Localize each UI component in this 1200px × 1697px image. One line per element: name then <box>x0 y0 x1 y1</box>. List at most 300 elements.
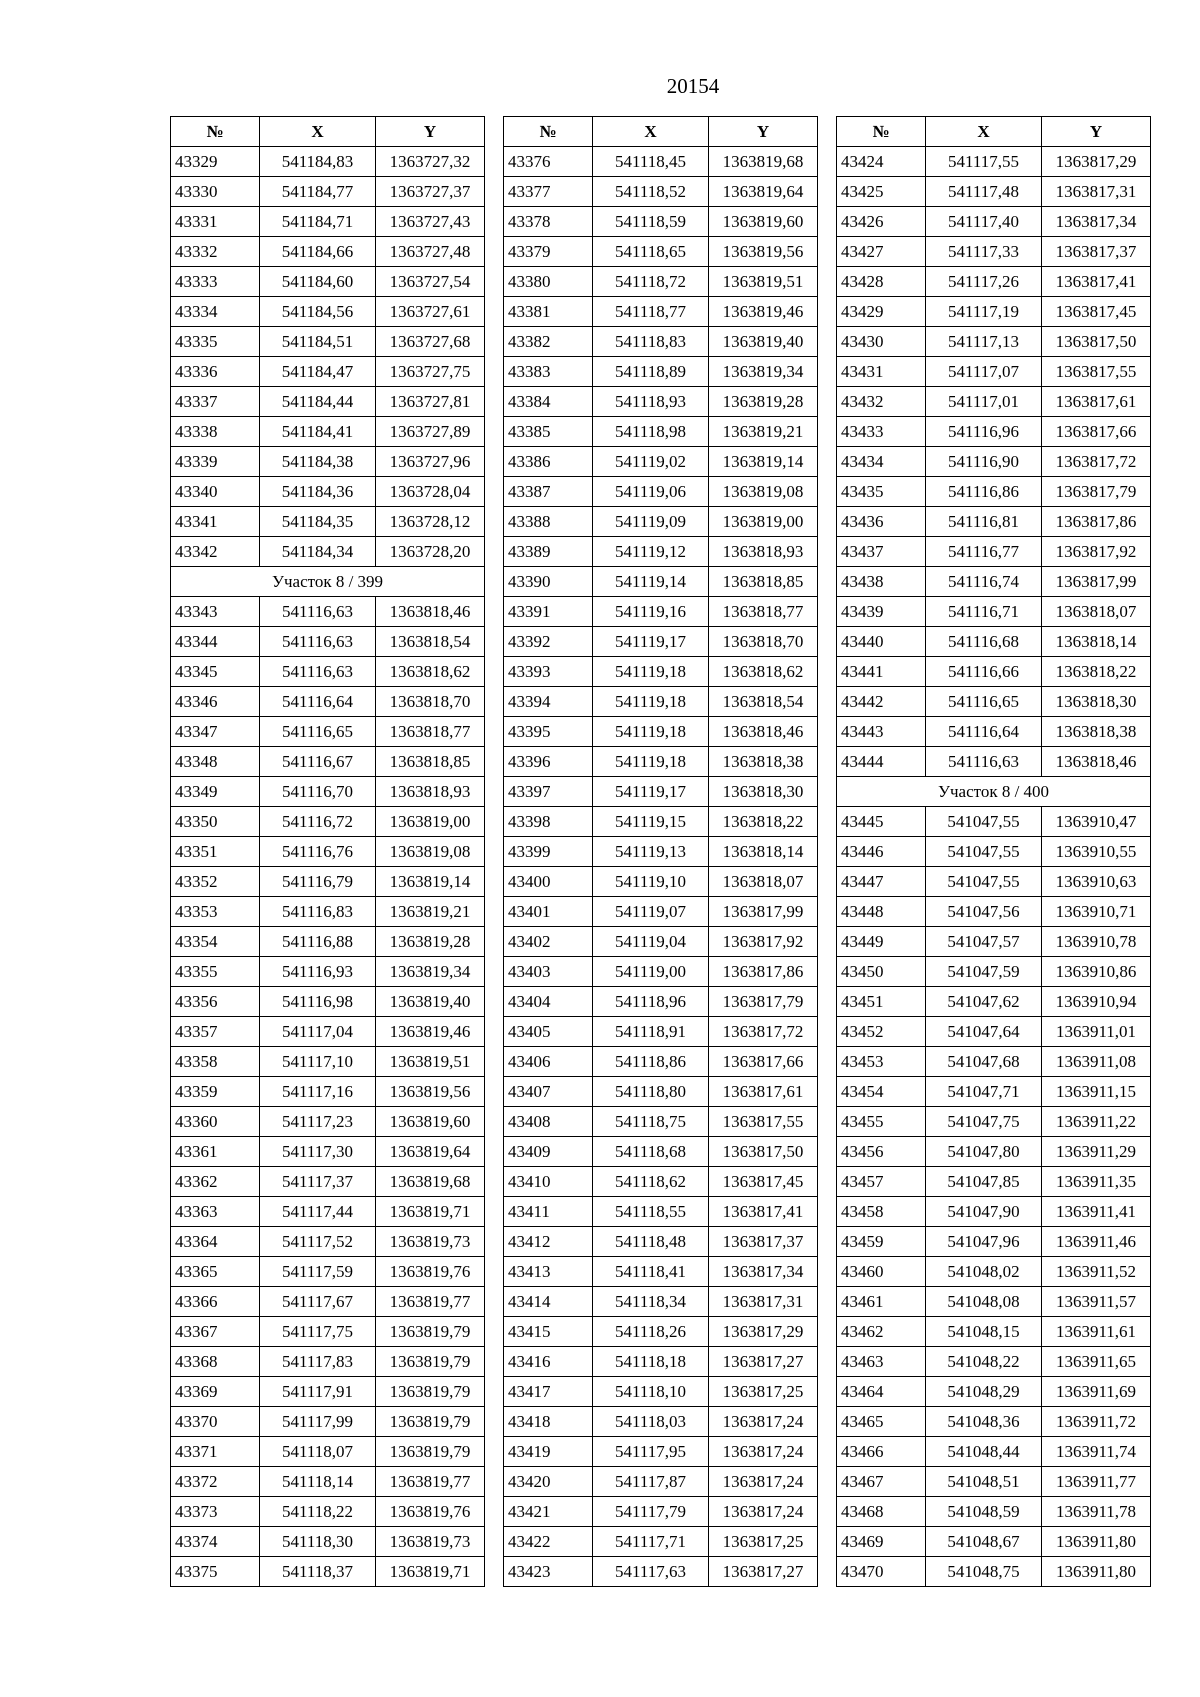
coordinates-table-2 <box>503 116 818 1587</box>
x-coordinate-cell: 541184,35 <box>260 507 376 537</box>
point-number-cell: 43397 <box>504 777 593 807</box>
y-coordinate-cell: 1363817,24 <box>709 1407 818 1437</box>
y-coordinate-cell: 1363817,79 <box>1042 477 1151 507</box>
x-coordinate-cell: 541118,10 <box>593 1377 709 1407</box>
x-coordinate-cell: 541118,91 <box>593 1017 709 1047</box>
y-coordinate-cell: 1363818,46 <box>709 717 818 747</box>
x-coordinate-cell: 541118,14 <box>260 1467 376 1497</box>
table-row <box>504 1407 818 1437</box>
table-row <box>171 177 485 207</box>
table-row <box>837 1377 1151 1407</box>
table-row <box>504 477 818 507</box>
table-row <box>837 387 1151 417</box>
table-row <box>504 1017 818 1047</box>
y-coordinate-cell: 1363817,34 <box>709 1257 818 1287</box>
table-row <box>837 1227 1151 1257</box>
y-coordinate-cell: 1363819,46 <box>709 297 818 327</box>
x-coordinate-cell: 541184,60 <box>260 267 376 297</box>
y-coordinate-cell: 1363818,14 <box>1042 627 1151 657</box>
table-row <box>171 1557 485 1587</box>
x-coordinate-cell: 541116,86 <box>926 477 1042 507</box>
point-number-cell: 43400 <box>504 867 593 897</box>
x-coordinate-cell: 541119,16 <box>593 597 709 627</box>
table-row <box>837 267 1151 297</box>
table-row <box>504 1107 818 1137</box>
table-row <box>504 627 818 657</box>
table-row <box>504 147 818 177</box>
y-coordinate-cell: 1363910,94 <box>1042 987 1151 1017</box>
table-row <box>837 1437 1151 1467</box>
point-number-cell: 43338 <box>171 417 260 447</box>
point-number-cell: 43458 <box>837 1197 926 1227</box>
table-row <box>837 1017 1151 1047</box>
y-coordinate-cell: 1363727,54 <box>376 267 485 297</box>
y-coordinate-cell: 1363911,80 <box>1042 1557 1151 1587</box>
x-coordinate-cell: 541119,09 <box>593 507 709 537</box>
x-coordinate-cell: 541047,85 <box>926 1167 1042 1197</box>
point-number-cell: 43335 <box>171 327 260 357</box>
y-coordinate-cell: 1363818,93 <box>709 537 818 567</box>
y-coordinate-cell: 1363911,15 <box>1042 1077 1151 1107</box>
x-coordinate-cell: 541116,83 <box>260 897 376 927</box>
y-coordinate-cell: 1363818,62 <box>709 657 818 687</box>
x-coordinate-cell: 541118,93 <box>593 387 709 417</box>
x-coordinate-cell: 541048,67 <box>926 1527 1042 1557</box>
y-coordinate-cell: 1363819,68 <box>376 1167 485 1197</box>
y-coordinate-cell: 1363910,71 <box>1042 897 1151 927</box>
table-row <box>837 837 1151 867</box>
y-coordinate-cell: 1363819,64 <box>376 1137 485 1167</box>
point-number-cell: 43392 <box>504 627 593 657</box>
x-coordinate-cell: 541117,10 <box>260 1047 376 1077</box>
y-coordinate-cell: 1363817,86 <box>709 957 818 987</box>
y-coordinate-cell: 1363817,24 <box>709 1497 818 1527</box>
table-header-row <box>837 117 1151 147</box>
point-number-cell: 43403 <box>504 957 593 987</box>
point-number-cell: 43448 <box>837 897 926 927</box>
x-coordinate-cell: 541048,51 <box>926 1467 1042 1497</box>
header-y: Y <box>1042 117 1151 147</box>
y-coordinate-cell: 1363819,14 <box>709 447 818 477</box>
y-coordinate-cell: 1363727,48 <box>376 237 485 267</box>
x-coordinate-cell: 541117,16 <box>260 1077 376 1107</box>
header-number: № <box>504 117 593 147</box>
y-coordinate-cell: 1363910,63 <box>1042 867 1151 897</box>
y-coordinate-cell: 1363817,41 <box>709 1197 818 1227</box>
table-row <box>837 927 1151 957</box>
point-number-cell: 43337 <box>171 387 260 417</box>
point-number-cell: 43355 <box>171 957 260 987</box>
coordinates-table-1 <box>170 116 485 1587</box>
point-number-cell: 43409 <box>504 1137 593 1167</box>
y-coordinate-cell: 1363819,79 <box>376 1317 485 1347</box>
x-coordinate-cell: 541184,66 <box>260 237 376 267</box>
y-coordinate-cell: 1363727,32 <box>376 147 485 177</box>
table-row <box>837 657 1151 687</box>
y-coordinate-cell: 1363818,54 <box>376 627 485 657</box>
point-number-cell: 43452 <box>837 1017 926 1047</box>
y-coordinate-cell: 1363819,28 <box>376 927 485 957</box>
x-coordinate-cell: 541119,00 <box>593 957 709 987</box>
y-coordinate-cell: 1363911,41 <box>1042 1197 1151 1227</box>
y-coordinate-cell: 1363911,22 <box>1042 1107 1151 1137</box>
x-coordinate-cell: 541047,57 <box>926 927 1042 957</box>
x-coordinate-cell: 541117,52 <box>260 1227 376 1257</box>
point-number-cell: 43390 <box>504 567 593 597</box>
y-coordinate-cell: 1363817,45 <box>1042 297 1151 327</box>
point-number-cell: 43449 <box>837 927 926 957</box>
y-coordinate-cell: 1363728,20 <box>376 537 485 567</box>
x-coordinate-cell: 541118,72 <box>593 267 709 297</box>
table-row <box>504 267 818 297</box>
y-coordinate-cell: 1363817,45 <box>709 1167 818 1197</box>
x-coordinate-cell: 541184,77 <box>260 177 376 207</box>
y-coordinate-cell: 1363817,72 <box>1042 447 1151 477</box>
x-coordinate-cell: 541047,56 <box>926 897 1042 927</box>
x-coordinate-cell: 541118,52 <box>593 177 709 207</box>
x-coordinate-cell: 541117,07 <box>926 357 1042 387</box>
y-coordinate-cell: 1363728,12 <box>376 507 485 537</box>
table-row <box>171 1227 485 1257</box>
point-number-cell: 43386 <box>504 447 593 477</box>
point-number-cell: 43412 <box>504 1227 593 1257</box>
point-number-cell: 43443 <box>837 717 926 747</box>
point-number-cell: 43382 <box>504 327 593 357</box>
table-row <box>171 627 485 657</box>
point-number-cell: 43413 <box>504 1257 593 1287</box>
table-row <box>171 597 485 627</box>
point-number-cell: 43339 <box>171 447 260 477</box>
table-row <box>504 927 818 957</box>
y-coordinate-cell: 1363727,61 <box>376 297 485 327</box>
x-coordinate-cell: 541118,80 <box>593 1077 709 1107</box>
y-coordinate-cell: 1363911,29 <box>1042 1137 1151 1167</box>
table-row <box>837 147 1151 177</box>
table-row <box>837 1107 1151 1137</box>
y-coordinate-cell: 1363817,99 <box>1042 567 1151 597</box>
table-row <box>504 897 818 927</box>
y-coordinate-cell: 1363819,79 <box>376 1407 485 1437</box>
point-number-cell: 43371 <box>171 1437 260 1467</box>
x-coordinate-cell: 541118,83 <box>593 327 709 357</box>
table-row <box>837 417 1151 447</box>
table-row <box>171 747 485 777</box>
y-coordinate-cell: 1363819,08 <box>709 477 818 507</box>
x-coordinate-cell: 541118,45 <box>593 147 709 177</box>
point-number-cell: 43367 <box>171 1317 260 1347</box>
table-row <box>171 1167 485 1197</box>
point-number-cell: 43423 <box>504 1557 593 1587</box>
table-row <box>504 1137 818 1167</box>
x-coordinate-cell: 541047,90 <box>926 1197 1042 1227</box>
x-coordinate-cell: 541116,93 <box>260 957 376 987</box>
y-coordinate-cell: 1363817,41 <box>1042 267 1151 297</box>
point-number-cell: 43407 <box>504 1077 593 1107</box>
x-coordinate-cell: 541116,63 <box>260 627 376 657</box>
x-coordinate-cell: 541119,04 <box>593 927 709 957</box>
point-number-cell: 43410 <box>504 1167 593 1197</box>
table-row <box>171 1047 485 1077</box>
table-row <box>504 327 818 357</box>
table-row <box>171 657 485 687</box>
table-row <box>171 687 485 717</box>
x-coordinate-cell: 541117,01 <box>926 387 1042 417</box>
table-row <box>171 957 485 987</box>
x-coordinate-cell: 541117,13 <box>926 327 1042 357</box>
x-coordinate-cell: 541184,36 <box>260 477 376 507</box>
point-number-cell: 43434 <box>837 447 926 477</box>
y-coordinate-cell: 1363817,99 <box>709 897 818 927</box>
point-number-cell: 43381 <box>504 297 593 327</box>
table-row <box>504 1497 818 1527</box>
y-coordinate-cell: 1363819,00 <box>376 807 485 837</box>
y-coordinate-cell: 1363817,24 <box>709 1467 818 1497</box>
point-number-cell: 43456 <box>837 1137 926 1167</box>
table-row <box>171 267 485 297</box>
x-coordinate-cell: 541117,87 <box>593 1467 709 1497</box>
point-number-cell: 43428 <box>837 267 926 297</box>
table-row <box>837 1347 1151 1377</box>
table-row <box>504 867 818 897</box>
x-coordinate-cell: 541116,63 <box>260 597 376 627</box>
x-coordinate-cell: 541118,62 <box>593 1167 709 1197</box>
point-number-cell: 43463 <box>837 1347 926 1377</box>
y-coordinate-cell: 1363818,77 <box>709 597 818 627</box>
table-row <box>837 207 1151 237</box>
x-coordinate-cell: 541119,06 <box>593 477 709 507</box>
y-coordinate-cell: 1363727,43 <box>376 207 485 237</box>
point-number-cell: 43457 <box>837 1167 926 1197</box>
x-coordinate-cell: 541117,95 <box>593 1437 709 1467</box>
point-number-cell: 43464 <box>837 1377 926 1407</box>
point-number-cell: 43369 <box>171 1377 260 1407</box>
table-row <box>837 1467 1151 1497</box>
x-coordinate-cell: 541118,77 <box>593 297 709 327</box>
y-coordinate-cell: 1363727,89 <box>376 417 485 447</box>
point-number-cell: 43361 <box>171 1137 260 1167</box>
x-coordinate-cell: 541118,41 <box>593 1257 709 1287</box>
table-row <box>504 1377 818 1407</box>
point-number-cell: 43437 <box>837 537 926 567</box>
point-number-cell: 43424 <box>837 147 926 177</box>
header-number: № <box>171 117 260 147</box>
x-coordinate-cell: 541116,90 <box>926 447 1042 477</box>
table-row <box>171 447 485 477</box>
x-coordinate-cell: 541117,75 <box>260 1317 376 1347</box>
y-coordinate-cell: 1363818,54 <box>709 687 818 717</box>
table-row <box>171 927 485 957</box>
x-coordinate-cell: 541118,34 <box>593 1287 709 1317</box>
table-row <box>504 687 818 717</box>
table-row <box>837 807 1151 837</box>
table-row <box>504 447 818 477</box>
x-coordinate-cell: 541116,76 <box>260 837 376 867</box>
y-coordinate-cell: 1363819,77 <box>376 1287 485 1317</box>
y-coordinate-cell: 1363818,46 <box>376 597 485 627</box>
point-number-cell: 43414 <box>504 1287 593 1317</box>
table-row <box>837 1497 1151 1527</box>
point-number-cell: 43460 <box>837 1257 926 1287</box>
table-row <box>837 1557 1151 1587</box>
table-row <box>837 537 1151 567</box>
table-row <box>171 207 485 237</box>
y-coordinate-cell: 1363817,79 <box>709 987 818 1017</box>
point-number-cell: 43352 <box>171 867 260 897</box>
x-coordinate-cell: 541184,34 <box>260 537 376 567</box>
x-coordinate-cell: 541184,51 <box>260 327 376 357</box>
point-number-cell: 43389 <box>504 537 593 567</box>
point-number-cell: 43405 <box>504 1017 593 1047</box>
point-number-cell: 43375 <box>171 1557 260 1587</box>
x-coordinate-cell: 541116,96 <box>926 417 1042 447</box>
y-coordinate-cell: 1363817,31 <box>709 1287 818 1317</box>
table-row <box>837 567 1151 597</box>
point-number-cell: 43349 <box>171 777 260 807</box>
table-row <box>171 297 485 327</box>
table-row <box>504 777 818 807</box>
y-coordinate-cell: 1363818,85 <box>709 567 818 597</box>
x-coordinate-cell: 541048,44 <box>926 1437 1042 1467</box>
table-row <box>504 1317 818 1347</box>
point-number-cell: 43450 <box>837 957 926 987</box>
y-coordinate-cell: 1363817,50 <box>1042 327 1151 357</box>
section-title: Участок 8 / 399 <box>171 567 485 597</box>
table-row <box>837 177 1151 207</box>
table-row <box>171 1017 485 1047</box>
table-row <box>504 807 818 837</box>
x-coordinate-cell: 541117,26 <box>926 267 1042 297</box>
point-number-cell: 43420 <box>504 1467 593 1497</box>
point-number-cell: 43378 <box>504 207 593 237</box>
point-number-cell: 43340 <box>171 477 260 507</box>
point-number-cell: 43366 <box>171 1287 260 1317</box>
header-y: Y <box>376 117 485 147</box>
table-header-row <box>504 117 818 147</box>
point-number-cell: 43453 <box>837 1047 926 1077</box>
y-coordinate-cell: 1363910,78 <box>1042 927 1151 957</box>
y-coordinate-cell: 1363911,77 <box>1042 1467 1151 1497</box>
point-number-cell: 43418 <box>504 1407 593 1437</box>
y-coordinate-cell: 1363819,28 <box>709 387 818 417</box>
table-row <box>837 597 1151 627</box>
table-row <box>837 1527 1151 1557</box>
y-coordinate-cell: 1363911,72 <box>1042 1407 1151 1437</box>
point-number-cell: 43467 <box>837 1467 926 1497</box>
point-number-cell: 43462 <box>837 1317 926 1347</box>
table-row <box>171 1137 485 1167</box>
x-coordinate-cell: 541119,14 <box>593 567 709 597</box>
y-coordinate-cell: 1363911,01 <box>1042 1017 1151 1047</box>
x-coordinate-cell: 541116,72 <box>260 807 376 837</box>
table-row <box>171 897 485 927</box>
x-coordinate-cell: 541116,65 <box>260 717 376 747</box>
y-coordinate-cell: 1363818,85 <box>376 747 485 777</box>
x-coordinate-cell: 541116,67 <box>260 747 376 777</box>
table-row <box>504 567 818 597</box>
y-coordinate-cell: 1363818,30 <box>709 777 818 807</box>
x-coordinate-cell: 541048,29 <box>926 1377 1042 1407</box>
point-number-cell: 43360 <box>171 1107 260 1137</box>
table-row <box>504 1197 818 1227</box>
y-coordinate-cell: 1363819,40 <box>376 987 485 1017</box>
y-coordinate-cell: 1363911,57 <box>1042 1287 1151 1317</box>
table-row <box>837 987 1151 1017</box>
x-coordinate-cell: 541116,71 <box>926 597 1042 627</box>
point-number-cell: 43393 <box>504 657 593 687</box>
table-row <box>837 1137 1151 1167</box>
point-number-cell: 43408 <box>504 1107 593 1137</box>
table-row <box>504 537 818 567</box>
y-coordinate-cell: 1363727,75 <box>376 357 485 387</box>
point-number-cell: 43427 <box>837 237 926 267</box>
x-coordinate-cell: 541118,03 <box>593 1407 709 1437</box>
point-number-cell: 43416 <box>504 1347 593 1377</box>
x-coordinate-cell: 541118,55 <box>593 1197 709 1227</box>
table-row <box>171 1377 485 1407</box>
y-coordinate-cell: 1363818,38 <box>1042 717 1151 747</box>
point-number-cell: 43348 <box>171 747 260 777</box>
point-number-cell: 43391 <box>504 597 593 627</box>
y-coordinate-cell: 1363819,79 <box>376 1377 485 1407</box>
point-number-cell: 43429 <box>837 297 926 327</box>
point-number-cell: 43415 <box>504 1317 593 1347</box>
x-coordinate-cell: 541117,71 <box>593 1527 709 1557</box>
table-row <box>171 1107 485 1137</box>
table-header-row <box>171 117 485 147</box>
y-coordinate-cell: 1363819,76 <box>376 1257 485 1287</box>
x-coordinate-cell: 541119,10 <box>593 867 709 897</box>
point-number-cell: 43396 <box>504 747 593 777</box>
table-row <box>504 1047 818 1077</box>
point-number-cell: 43401 <box>504 897 593 927</box>
point-number-cell: 43370 <box>171 1407 260 1437</box>
table-row <box>837 1257 1151 1287</box>
section-title: Участок 8 / 400 <box>837 777 1151 807</box>
y-coordinate-cell: 1363819,08 <box>376 837 485 867</box>
point-number-cell: 43436 <box>837 507 926 537</box>
y-coordinate-cell: 1363818,93 <box>376 777 485 807</box>
point-number-cell: 43402 <box>504 927 593 957</box>
y-coordinate-cell: 1363818,70 <box>376 687 485 717</box>
x-coordinate-cell: 541117,19 <box>926 297 1042 327</box>
x-coordinate-cell: 541119,18 <box>593 657 709 687</box>
table-row <box>504 957 818 987</box>
y-coordinate-cell: 1363910,86 <box>1042 957 1151 987</box>
point-number-cell: 43362 <box>171 1167 260 1197</box>
table-row <box>504 207 818 237</box>
x-coordinate-cell: 541116,74 <box>926 567 1042 597</box>
y-coordinate-cell: 1363817,29 <box>1042 147 1151 177</box>
x-coordinate-cell: 541119,13 <box>593 837 709 867</box>
table-row <box>504 837 818 867</box>
y-coordinate-cell: 1363819,71 <box>376 1197 485 1227</box>
point-number-cell: 43459 <box>837 1227 926 1257</box>
x-coordinate-cell: 541116,98 <box>260 987 376 1017</box>
x-coordinate-cell: 541184,71 <box>260 207 376 237</box>
table-row <box>837 447 1151 477</box>
point-number-cell: 43365 <box>171 1257 260 1287</box>
point-number-cell: 43344 <box>171 627 260 657</box>
y-coordinate-cell: 1363817,66 <box>1042 417 1151 447</box>
x-coordinate-cell: 541117,44 <box>260 1197 376 1227</box>
table-row <box>171 1257 485 1287</box>
table-row <box>837 1167 1151 1197</box>
y-coordinate-cell: 1363910,55 <box>1042 837 1151 867</box>
y-coordinate-cell: 1363817,29 <box>709 1317 818 1347</box>
table-row <box>504 1437 818 1467</box>
y-coordinate-cell: 1363819,21 <box>709 417 818 447</box>
point-number-cell: 43426 <box>837 207 926 237</box>
